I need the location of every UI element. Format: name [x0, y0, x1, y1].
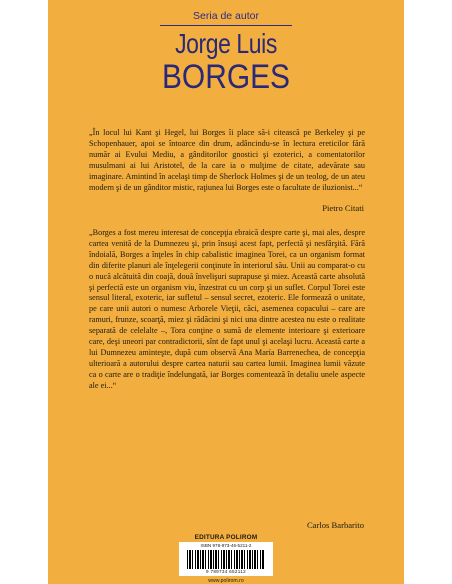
publisher-name: EDITURA POLIROM: [194, 534, 258, 541]
author-last-name: BORGES: [161, 58, 291, 96]
barcode-digits: 9 789734 652112: [206, 569, 246, 574]
quote-barbarito-attribution: Carlos Barbarito: [306, 520, 364, 530]
quote-citati: „În locul lui Kant şi Hegel, lui Borges îi place să-i citească pe Berkeley şi pe Schopenhauer, apoi se întoarce din drum, adâncindu-se în lectura ereticilor fără număr ai Evului Mediu, a gânditorilor gnostici şi ezoterici, a comentatorilor musulmani ai lui Aristotel, de la care ia o mulţime de citate, adevărate sau imaginare. Amintind în acelaşi timp de Sherlock Holmes şi de un teolog, de un ateu modern şi de un gânditor mistic, raţiunea lui Borges este o facultate de iluzionist...“: [89, 128, 365, 192]
isbn-number: ISBN 978-973-46-5211-2: [200, 543, 252, 548]
quote-citati-attribution: Pietro Citati: [322, 203, 364, 213]
back-cover: [48, 0, 404, 584]
publisher-website: www.polirom.ro: [208, 578, 244, 584]
series-divider: [160, 25, 292, 26]
quote-barbarito: „Borges a fost mereu interesat de concepţia ebraică despre carte şi, mai ales, despre cartea venită de la Dumnezeu şi, prin însuşi acest fapt, perfectă şi nesfârşită. Fără îndoială, Borges a înţeles în chip cabalistic imaginea Torei, ca un organism format din diferite planuri ale înţelegerii conţinute în interiorul său. Unii au comparat-o cu o nucă alcătuită din coajă, două învelişuri suprapuse şi miez. Această carte absolută şi perfectă este un organism viu, înzestrat cu un corp şi un suflet. Corpul Torei este sensul literal, exoteric, iar sufletul – sensul secret, ezoteric. Ele formează o unitate, pe care unii autori o numesc Arborele Vieţii, căci, asemenea copacului – care are ramuri, frunze, scoarţă, miez şi rădăcini şi nici una dintre acestea nu este o realitate separată de celelalte –, Tora conţine o sumă de elemente interioare şi exterioare care, deşi uneori par contradictorii, sînt de fapt unul şi acelaşi lucru. Această carte a lui Dumnezeu aminteşte, după cum observă Ana María Barrenechea, de concepţia ulterioară a autorului despre cartea naturii sau cartea lumii. Imaginea lumii văzute ca o carte are o tradiţie îndelungată, iar Borges comentează în detaliu unele aspecte ale ei...“: [89, 228, 365, 390]
author-first-name: Jorge Luis: [175, 28, 277, 59]
barcode-icon: [187, 550, 265, 569]
isbn-barcode: [179, 542, 273, 576]
series-label: Seria de autor: [193, 10, 259, 22]
